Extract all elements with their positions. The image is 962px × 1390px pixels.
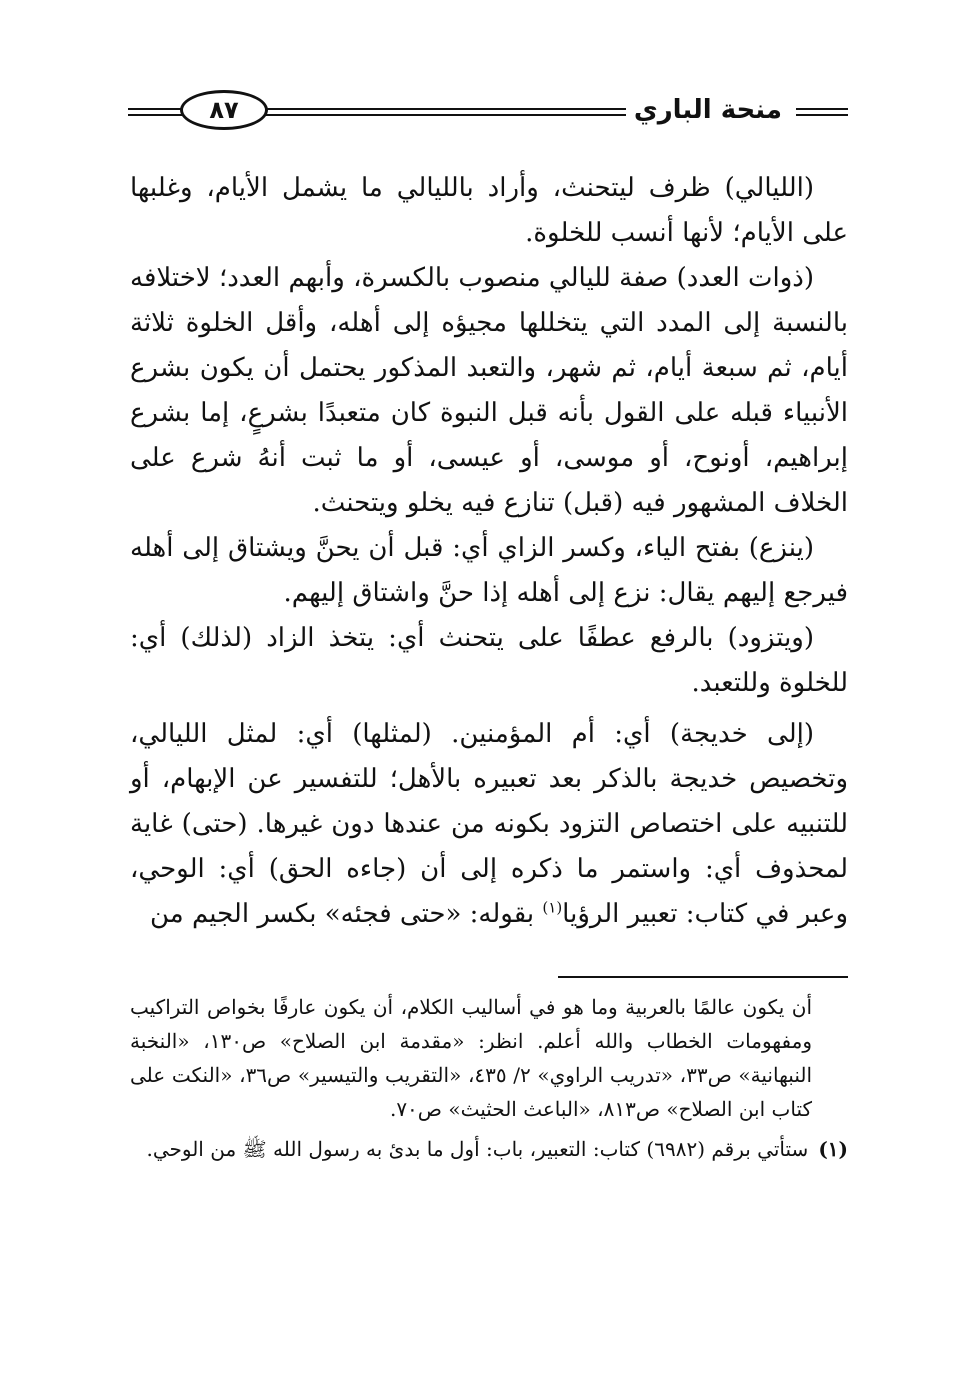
paragraph-4: (ويتزود) بالرفع عطفًا على يتحنث أي: يتخذ الزاد (لذلك) أي: للخلوة وللتعبد. — [130, 623, 848, 698]
footnote-1 — [130, 1132, 848, 1166]
paragraph-5-text: (إلى خديجة) أي: أم المؤمنين. (لمثلها) أي: لمثل الليالي، وتخصيص خديجة بالذكر بعد تعبيره بالأهل؛ للتفسير عن الإبهام، أو للتنبيه على اختصاص التزود بكونه من عندها دون غيرها. (حتى) غاية لمحذوف أي: واستمر ما ذكره إلى أن (جاءه الحق) أي: الوحي، وعبر في كتاب: تعبير الرؤيا — [130, 719, 848, 929]
page-number: ٨٧ — [180, 90, 268, 130]
header-rule-left — [128, 108, 188, 116]
footnote-marker: (١) — [818, 1137, 848, 1161]
header-rule-right — [796, 108, 848, 116]
footnotes — [130, 990, 848, 1166]
page-header — [128, 84, 848, 146]
paragraph-3: (ينزع) بفتح الياء، وكسر الزاي أي: قبل أن يحنَّ ويشتاق إلى أهله فيرجع إليهم يقال: نزع إلى أهله إذا حنَّ واشتاق إليهم. — [130, 533, 848, 608]
paragraph-1: (الليالي) ظرف ليتحنث، وأراد بالليالي ما يشمل الأيام، وغلبها على الأيام؛ لأنها أنسب للخلوة. — [130, 173, 848, 248]
main-text — [130, 166, 848, 937]
paragraph-5-continuation: بقوله: «حتى فجئه» بكسر الجيم من — [150, 899, 543, 929]
footnote-text: ستأتي برقم (٦٩٨٢) كتاب: التعبير، باب: أول ما بدئ به رسول الله ﷺ من الوحي. — [146, 1137, 809, 1161]
paragraph-2: (ذوات العدد) صفة لليالي منصوب بالكسرة، وأبهم العدد؛ لاختلافه بالنسبة إلى المدد التي يتخللها مجيؤه إلى أهله، وأقل الخلوة ثلاثة أيام، ثم سبعة أيام، ثم شهر، والتعبد المذكور يحتمل أن يكون بشرع الأنبياء قبله على القول بأنه قبل النبوة كان متعبدًا بشرعٍ، إما بشرع إبراهيم، أونوح، أو موسى، أو عيسى، أو ما ثبت أنهُ شرع على الخلاف المشهور فيه (قبل) تنازع فيه يخلو ويتحنث. — [130, 263, 848, 518]
footnote-separator — [558, 976, 848, 978]
paragraph-5 — [130, 712, 848, 937]
footnote-reference[interactable]: (١) — [542, 898, 563, 917]
footnote-continued: أن يكون عالمًا بالعربية وما هو في أساليب الكلام، أن يكون عارفًا بخواص التراكيب ومفهومات الخطاب والله أعلم. انظر: «مقدمة ابن الصلاح» ص١٣٠، «النخبة النبهانية» ص٣٣، «تدريب الراوي» ٢/ ٤٣٥، «التقريب والتيسير» ص٣٦، «النكت على كتاب ابن الصلاح» ص٨١٣، «الباعث الحثيث» ص٧٠. — [130, 995, 813, 1121]
running-title: منحة الباري — [626, 90, 790, 130]
